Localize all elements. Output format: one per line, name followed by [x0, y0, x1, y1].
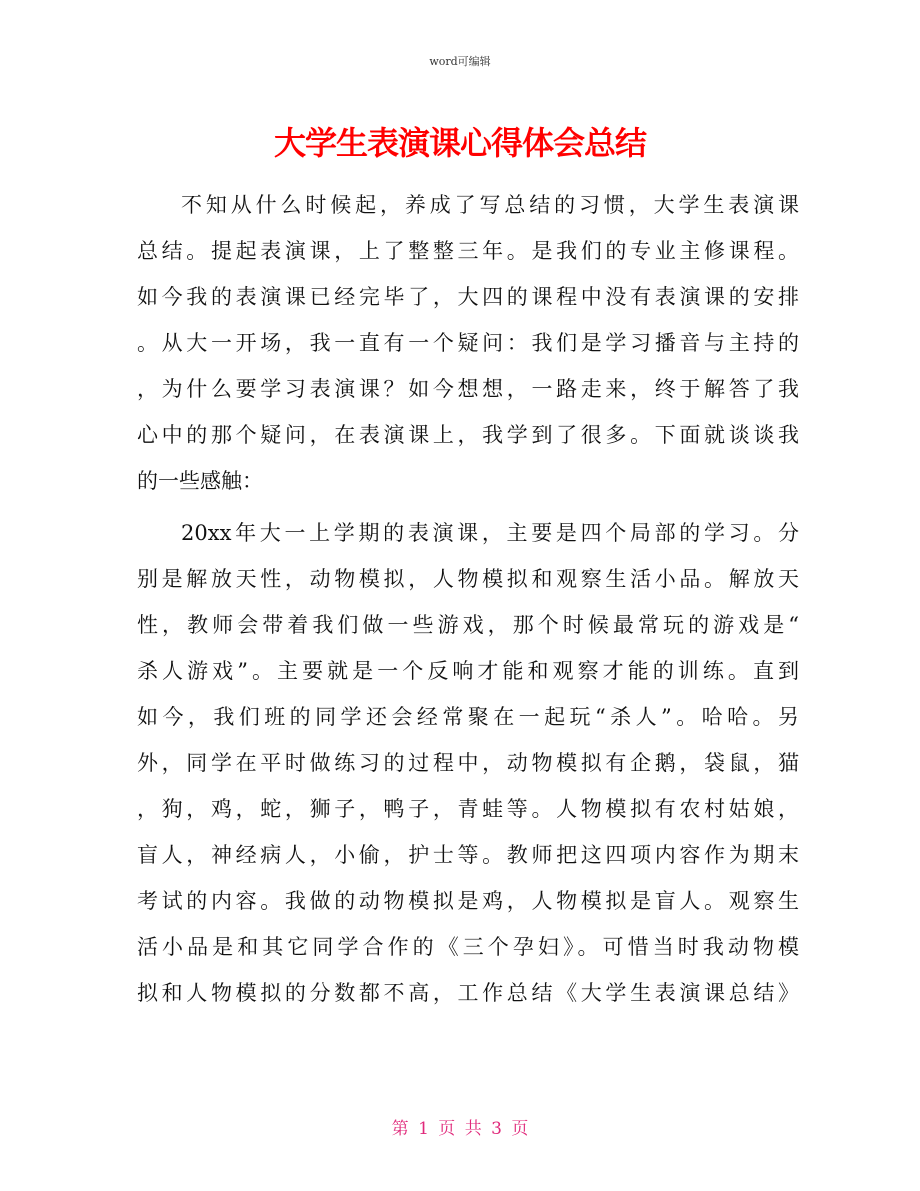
paragraph-2	[137, 510, 799, 1016]
text-line: 20xx年大一上学期的表演课，主要是四个局部的学习。分	[181, 521, 799, 545]
text-line: 杀人游戏”。主要就是一个反响才能和观察才能的训练。直到	[137, 659, 799, 683]
text-line: 外，同学在平时做练习的过程中，动物模拟有企鹅，袋鼠，猫	[137, 751, 799, 775]
text-line: 。从大一开场，我一直有一个疑问：我们是学习播音与主持的	[137, 331, 799, 355]
page-number-footer: 第 1 页 共 3 页	[391, 1119, 529, 1139]
text-line: 如今我的表演课已经完毕了，大四的课程中没有表演课的安排	[137, 285, 799, 309]
text-line: 别是解放天性，动物模拟，人物模拟和观察生活小品。解放天	[137, 567, 799, 591]
text-line: 性，教师会带着我们做一些游戏，那个时候最常玩的游戏是“	[137, 613, 799, 637]
text-line: 如今，我们班的同学还会经常聚在一起玩“杀人”。哈哈。另	[137, 705, 799, 729]
text-line: 盲人，神经病人，小偷，护士等。教师把这四项内容作为期末	[137, 843, 799, 867]
text-line: 总结。提起表演课，上了整整三年。是我们的专业主修课程。	[137, 239, 799, 263]
page-header: word可编辑	[429, 55, 491, 68]
document-title: 大学生表演课心得体会总结	[273, 124, 646, 162]
text-line: 的一些感触：	[137, 469, 263, 493]
text-line: 心中的那个疑问，在表演课上，我学到了很多。下面就谈谈我	[137, 423, 799, 447]
text-line: 活小品是和其它同学合作的《三个孕妇》。可惜当时我动物模	[137, 935, 799, 959]
text-line: ，狗，鸡，蛇，狮子，鸭子，青蛙等。人物模拟有农村姑娘，	[137, 797, 799, 821]
text-line: 拟和人物模拟的分数都不高，工作总结《大学生表演课总结》	[137, 981, 799, 1005]
text-line: 不知从什么时候起，养成了写总结的习惯，大学生表演课	[181, 193, 799, 217]
text-line: 考试的内容。我做的动物模拟是鸡，人物模拟是盲人。观察生	[137, 889, 799, 913]
paragraph-1	[137, 182, 799, 504]
text-line: ，为什么要学习表演课？如今想想，一路走来，终于解答了我	[137, 377, 799, 401]
